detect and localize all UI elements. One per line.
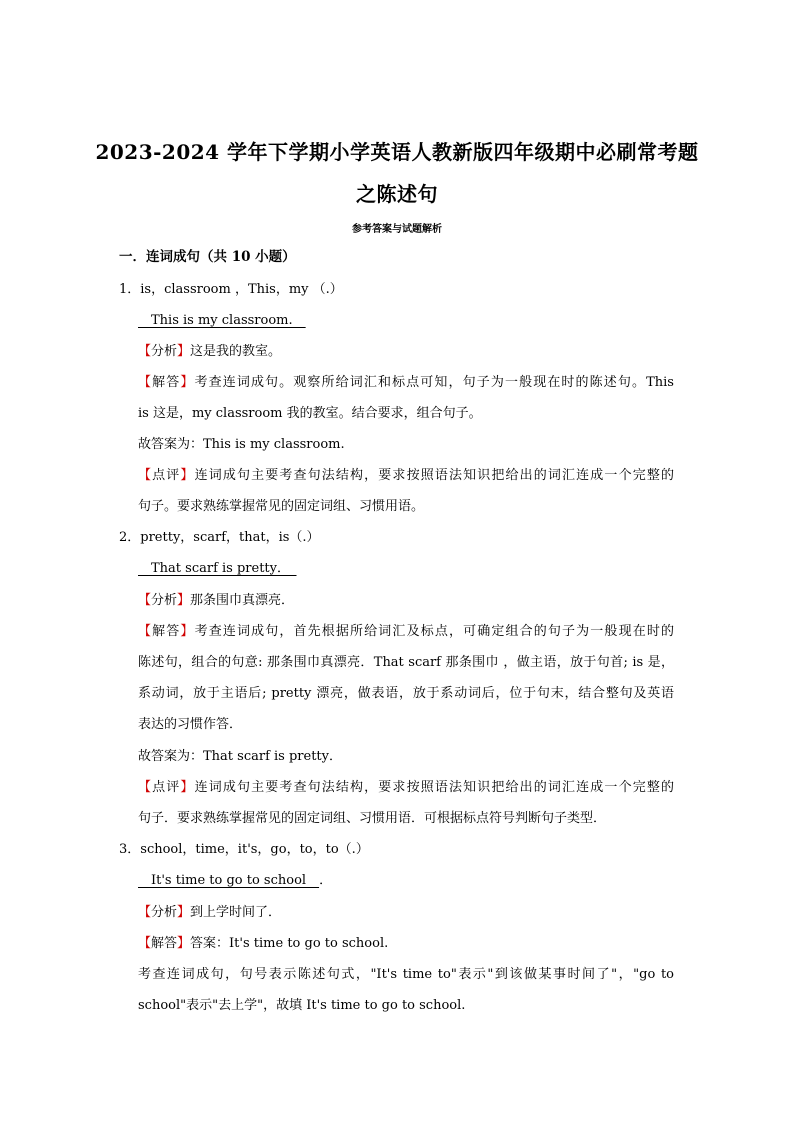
bracket-open: 【 (138, 468, 153, 483)
q2-question: 2．pretty，scarf，that，is（.） (119, 530, 320, 545)
q2-solution-line-3: 系动词，放于主语后; pretty 漂亮，做表语，放于系动词后，位于句末，结合整句及英语 (138, 686, 674, 701)
q2-comment-text-1: 连词成句主要考查句法结构，要求按照语法知识把给出的词汇连成一个完整的 (194, 780, 674, 795)
bracket-open: 【 (138, 375, 153, 390)
tag-label: 解答 (152, 624, 181, 639)
bracket-close: 】 (177, 593, 191, 608)
q2-solution-text-1: 考查连词成句，首先根据所给词汇及标点，可确定组合的句子为一般现在时的 (194, 624, 674, 639)
q2-solution-line-2: 陈述句，组合的句意: 那条围巾真漂亮．That scarf 那条围巾 ，做主语，放于句首; is 是， (138, 655, 674, 670)
q2-final-answer: 故答案为：That scarf is pretty． (138, 749, 342, 764)
q3-analysis (138, 904, 281, 922)
bracket-open: 【 (138, 593, 152, 608)
tag-label: 分析 (151, 905, 178, 920)
q1-solution-tag (138, 375, 194, 390)
q3-analysis-text: 到上学时间了． (190, 905, 282, 920)
q2-comment-line-2: 句子．要求熟练掌握常见的固定词组、习惯用语．可根据标点符号判断句子类型． (138, 811, 607, 826)
tag-label: 解答 (152, 375, 181, 390)
q1-solution-line-2: is 这是，my classroom 我的教室。结合要求，组合句子。 (138, 406, 482, 421)
q1-comment-line-2: 句子。要求熟练掌握常见的固定词组、习惯用语。 (138, 499, 425, 514)
q1-question: 1．is，classroom ，This，my （.） (119, 282, 343, 297)
q1-comment-text-1: 连词成句主要考查句法结构，要求按照语法知识把给出的词汇连成一个完整的 (194, 468, 674, 483)
q2-solution-line-1 (138, 623, 674, 641)
bracket-close: 】 (180, 780, 195, 795)
q3-answer-line (138, 872, 332, 890)
q3-body-line-2: school"表示"去上学"，故填 It's time to go to school. (138, 998, 466, 1013)
q2-solution-line-4: 表达的习惯作答． (138, 717, 243, 732)
q1-comment-tag (138, 468, 195, 483)
q2-answer: That scarf is pretty． (138, 561, 297, 576)
document-subtitle: 参考答案与试题解析 (352, 224, 442, 235)
q1-solution-line-1 (138, 374, 674, 392)
bracket-open: 【 (138, 344, 152, 359)
bracket-close: 】 (180, 624, 195, 639)
q2-analysis (138, 592, 294, 610)
bracket-close: 】 (177, 905, 191, 920)
q1-answer: This is my classroom. (138, 313, 306, 328)
q1-analysis (138, 343, 281, 361)
document-title-line-2: 之陈述句 (356, 182, 438, 206)
q2-solution-tag (138, 624, 195, 639)
q1-final-answer: 故答案为：This is my classroom. (138, 437, 345, 452)
q2-comment-tag (138, 780, 195, 795)
tag-label: 点评 (152, 780, 181, 795)
bracket-close: 】 (177, 936, 191, 951)
bracket-close: 】 (180, 468, 195, 483)
q2-analysis-text: 那条围巾真漂亮． (190, 593, 295, 608)
bracket-close: 】 (180, 375, 195, 390)
q3-solution-tag (138, 936, 190, 951)
bracket-close: 】 (177, 344, 191, 359)
q2-comment-line-1 (138, 779, 674, 797)
q1-analysis-tag (138, 344, 190, 359)
tag-label: 点评 (152, 468, 181, 483)
bracket-open: 【 (138, 624, 153, 639)
bracket-open: 【 (138, 780, 153, 795)
q3-body-line-1: 考查连词成句，句号表示陈述句式，"It's time to"表示"到该做某事时间了"，"go to (138, 967, 674, 982)
tag-label: 分析 (151, 593, 178, 608)
q2-analysis-tag (138, 593, 190, 608)
q3-solution-text-1: 答案：It's time to go to school. (190, 936, 389, 951)
section-heading: 一．连词成句（共 10 小题） (119, 249, 296, 265)
q3-solution-line-1 (138, 935, 388, 953)
bracket-open: 【 (138, 936, 152, 951)
bracket-open: 【 (138, 905, 152, 920)
q3-analysis-tag (138, 905, 190, 920)
tag-label: 分析 (151, 344, 178, 359)
q1-solution-text-1: 考查连词成句。观察所给词汇和标点可知，句子为一般现在时的陈述句。This (194, 375, 674, 390)
q1-comment-line-1 (138, 467, 674, 485)
q1-analysis-text: 这是我的教室。 (190, 344, 282, 359)
document-title-line-1: 2023-2024 学年下学期小学英语人教新版四年级期中必刷常考题 (95, 140, 699, 164)
q3-question: 3．school，time，it's，go，to，to（.） (119, 842, 369, 857)
q3-answer-tail: ． (319, 873, 333, 888)
q3-answer: It's time to go to school (138, 873, 320, 888)
tag-label: 解答 (151, 936, 178, 951)
